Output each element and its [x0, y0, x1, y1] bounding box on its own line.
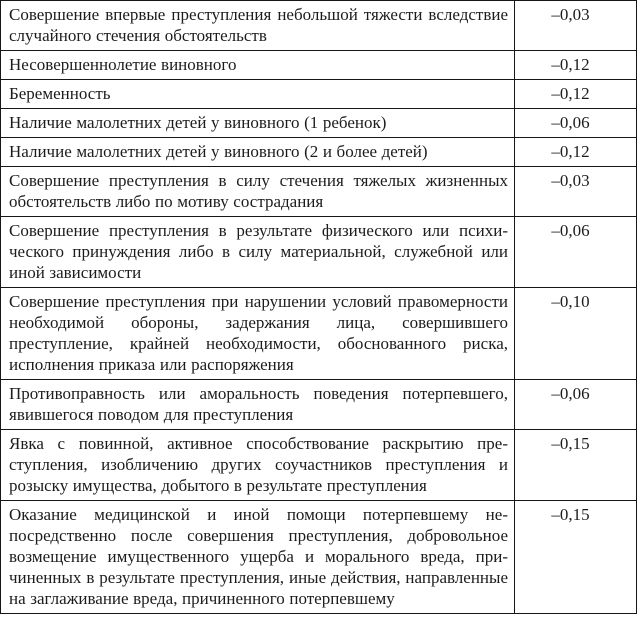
circumstance-text: Наличие малолетних детей у виновного (1 ребенок) — [1, 109, 515, 138]
circumstance-text: Совершение преступления в силу стечения тяжелых жизненных обстоятельств либо по мотиву сострадания — [1, 167, 515, 217]
circumstance-text: Совершение преступления при нарушении условий правомерности необходимой обороны, задержания лица, совершившего преступление, крайней необходимости, обоснованного риска, исполнения приказа или распоряжения — [1, 288, 515, 380]
table-row — [1, 80, 637, 109]
coefficient-value: –0,10 — [515, 288, 637, 380]
circumstance-text: Совершение преступления в результате физического или психического принуждения либо в силу материальной, служебной или иной зависимости — [1, 217, 515, 288]
table-row — [1, 1, 637, 51]
coefficient-value: –0,12 — [515, 138, 637, 167]
table-row — [1, 51, 637, 80]
coefficient-value: –0,12 — [515, 51, 637, 80]
circumstance-text: Оказание медицинской и иной помощи потерпевшему непосредственно после совершения преступления, добровольное возмещение имущественного ущерба и морального вреда, причиненных в результате преступления, иные действия, направленные на заглаживание вреда, причиненного потерпевшему — [1, 501, 515, 614]
circumstance-text: Противоправность или аморальность поведения потерпевшего, явившегося поводом для преступления — [1, 380, 515, 430]
coefficient-value: –0,03 — [515, 167, 637, 217]
coefficient-value: –0,06 — [515, 217, 637, 288]
circumstance-text: Беременность — [1, 80, 515, 109]
coefficient-value: –0,03 — [515, 1, 637, 51]
coefficient-value: –0,06 — [515, 380, 637, 430]
table-row — [1, 167, 637, 217]
circumstance-text: Явка с повинной, активное способствование раскрытию преступления, изобличению других соучастников преступления и розыску имущества, добытого в результате преступления — [1, 430, 515, 501]
table-row — [1, 109, 637, 138]
coefficient-value: –0,06 — [515, 109, 637, 138]
coefficient-value: –0,15 — [515, 430, 637, 501]
coefficient-value: –0,15 — [515, 501, 637, 614]
table-row — [1, 430, 637, 501]
circumstance-text: Несовершеннолетие виновного — [1, 51, 515, 80]
table-row — [1, 217, 637, 288]
table-row — [1, 138, 637, 167]
circumstance-text: Наличие малолетних детей у виновного (2 и более детей) — [1, 138, 515, 167]
coefficient-value: –0,12 — [515, 80, 637, 109]
table-row — [1, 501, 637, 614]
table-row — [1, 380, 637, 430]
circumstance-text: Совершение впервые преступления небольшой тяжести вследствие случайного стечения обстоятельств — [1, 1, 515, 51]
table-row — [1, 288, 637, 380]
